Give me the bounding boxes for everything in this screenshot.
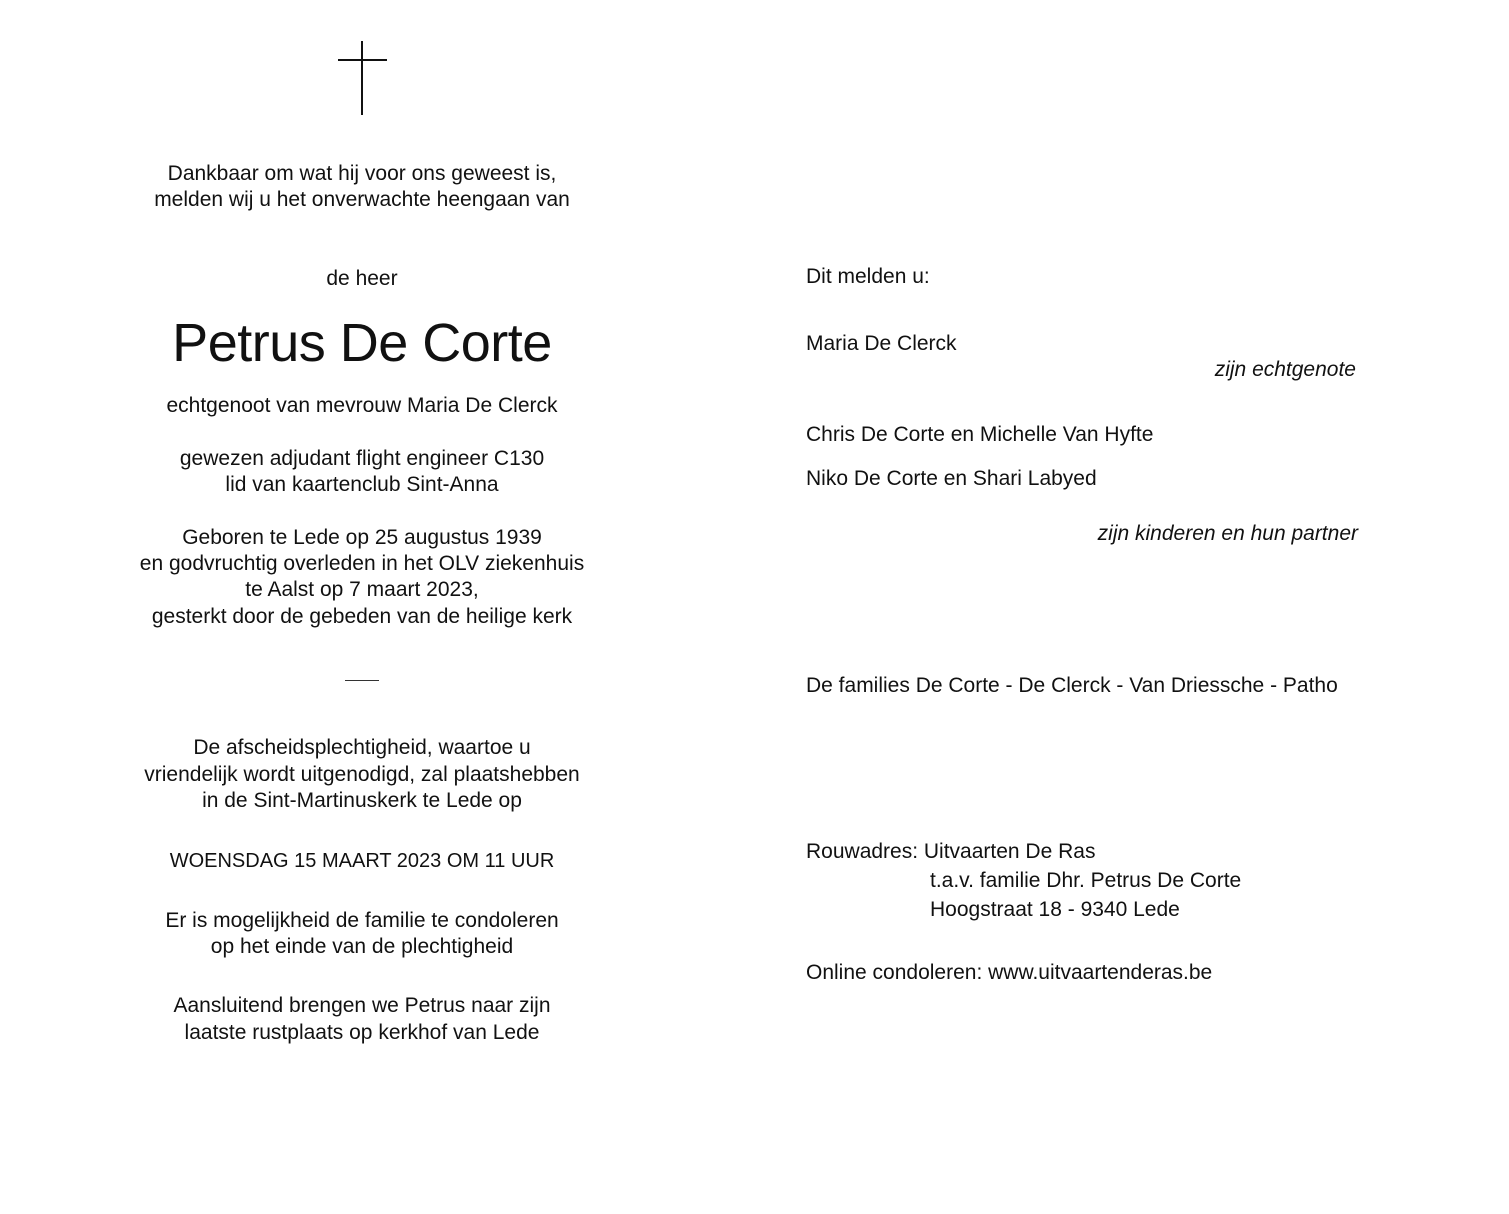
section-divider bbox=[345, 680, 379, 681]
birth-death-line-4: gesterkt door de gebeden van de heilige kerk bbox=[151, 605, 573, 628]
ceremony-line-1: De afscheidsplechtigheid, waartoe u bbox=[193, 736, 531, 759]
child-line-1: Chris De Corte en Michelle Van Hyfte bbox=[806, 423, 1154, 446]
birth-death-line-3: te Aalst op 7 maart 2023, bbox=[245, 578, 479, 601]
announce-text: Dit melden u: bbox=[806, 265, 930, 288]
role-line-1: gewezen adjudant flight engineer C130 bbox=[179, 447, 545, 470]
children-relation: zijn kinderen en hun partner bbox=[1097, 522, 1358, 545]
burial-line-2: laatste rustplaats op kerkhof van Lede bbox=[184, 1021, 540, 1044]
condolence-line-1: Er is mogelijkheid de familie te condoleren bbox=[165, 909, 559, 932]
child-line-2: Niko De Corte en Shari Labyed bbox=[806, 467, 1097, 490]
birth-death-line-2: en godvruchtig overleden in het OLV ziekenhuis bbox=[139, 552, 585, 575]
spouse-line: echtgenoot van mevrouw Maria De Clerck bbox=[166, 394, 558, 417]
address-line-1: t.a.v. familie Dhr. Petrus De Corte bbox=[930, 869, 1242, 892]
intro-line-1: Dankbaar om wat hij voor ons geweest is, bbox=[167, 162, 557, 185]
address-label: Rouwadres: Uitvaarten De Ras bbox=[806, 840, 1096, 863]
burial-line-1: Aansluitend brengen we Petrus naar zijn bbox=[173, 994, 551, 1017]
spouse-relation: zijn echtgenote bbox=[1214, 358, 1356, 381]
condolence-line-2: op het einde van de plechtigheid bbox=[210, 935, 514, 958]
spouse-name: Maria De Clerck bbox=[806, 332, 957, 355]
birth-death-line-1: Geboren te Lede op 25 augustus 1939 bbox=[182, 526, 542, 549]
intro-line-2: melden wij u het onverwachte heengaan van bbox=[154, 188, 570, 211]
deceased-name: Petrus De Corte bbox=[172, 313, 552, 373]
online-condolence-link[interactable]: Online condoleren: www.uitvaartenderas.be bbox=[806, 961, 1213, 984]
role-line-2: lid van kaartenclub Sint-Anna bbox=[225, 473, 499, 496]
ceremony-date-time: WOENSDAG 15 MAART 2023 OM 11 UUR bbox=[169, 850, 555, 872]
address-line-2: Hoogstraat 18 - 9340 Lede bbox=[930, 898, 1180, 921]
title-prefix: de heer bbox=[326, 267, 398, 290]
ceremony-line-3: in de Sint-Martinuskerk te Lede op bbox=[202, 789, 522, 812]
left-column bbox=[122, 0, 602, 1214]
ceremony-line-2: vriendelijk wordt uitgenodigd, zal plaatshebben bbox=[144, 763, 580, 786]
families-line: De families De Corte - De Clerck - Van Driessche - Patho bbox=[806, 674, 1338, 697]
